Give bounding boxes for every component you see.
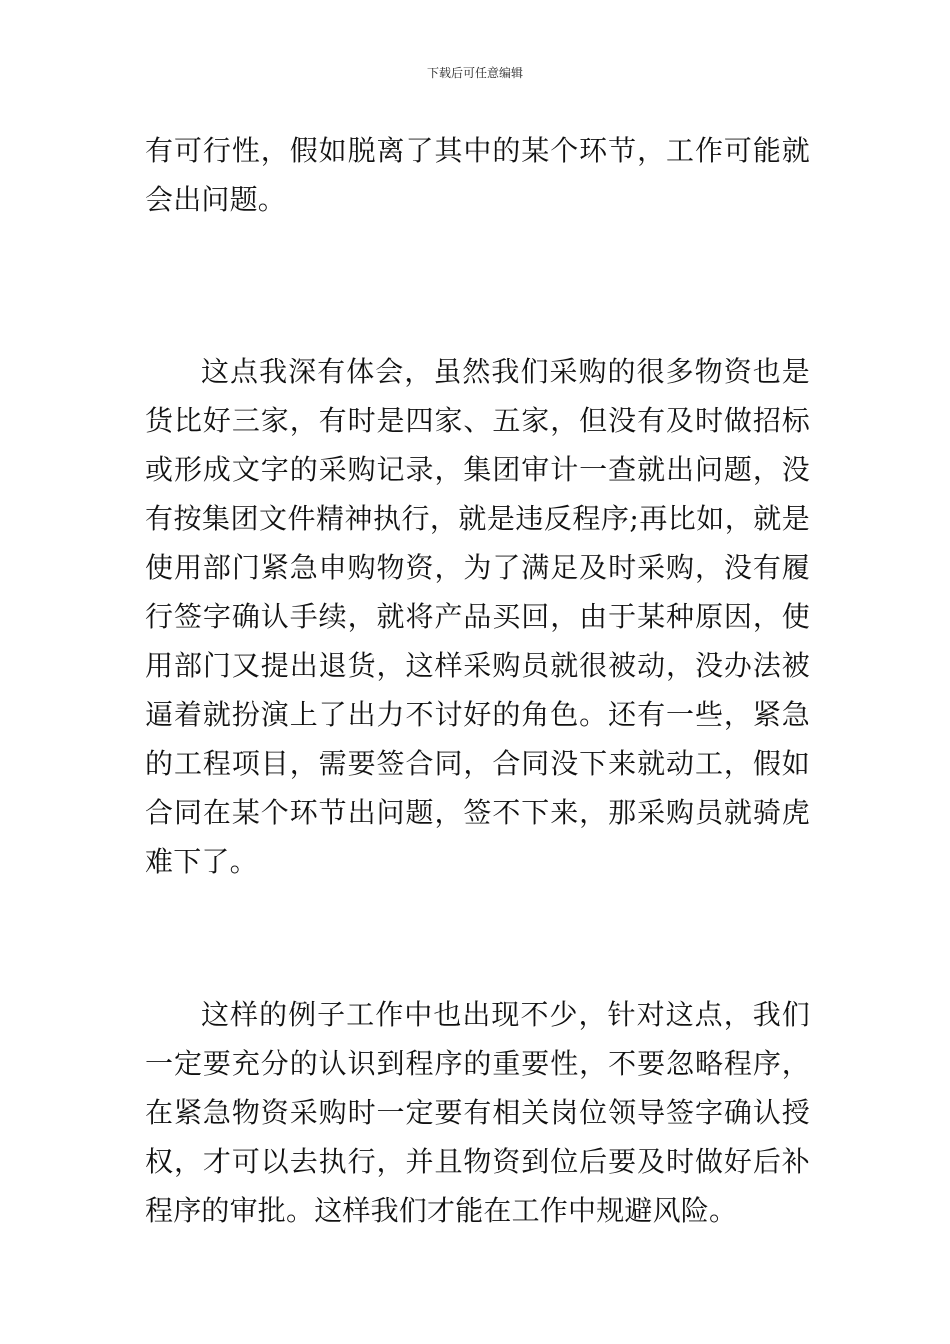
paragraph-2: 这点我深有体会，虽然我们采购的很多物资也是货比好三家，有时是四家、五家，但没有及时做招标或形成文字的采购记录，集团审计一查就出问题，没有按集团文件精神执行，就是违反程序;再比如，就是使用部门紧急申购物资，为了满足及时采购，没有履行签字确认手续，就将产品买回，由于某种原因，使用部门又提出退货，这样采购员就很被动，没办法被逼着就扮演上了出力不讨好的角色。还有一些，紧急的工程项目，需要签合同，合同没下来就动工，假如合同在某个环节出问题，签不下来，那采购员就骑虎难下了。 bbox=[145, 355, 810, 878]
paragraph-gap bbox=[145, 886, 810, 990]
paragraph-3: 这样的例子工作中也出现不少，针对这点，我们一定要充分的认识到程序的重要性，不要忽略程序，在紧急物资采购时一定要有相关岗位领导签字确认授权，才可以去执行，并且物资到位后要及时做好后补程序的审批。这样我们才能在工作中规避风险。 bbox=[145, 998, 810, 1227]
document-body bbox=[145, 126, 810, 1235]
paragraph-gap bbox=[145, 224, 810, 347]
page-header-note: 下载后可任意编辑 bbox=[426, 66, 523, 80]
paragraph-1: 有可行性，假如脱离了其中的某个环节，工作可能就会出问题。 bbox=[145, 134, 810, 216]
